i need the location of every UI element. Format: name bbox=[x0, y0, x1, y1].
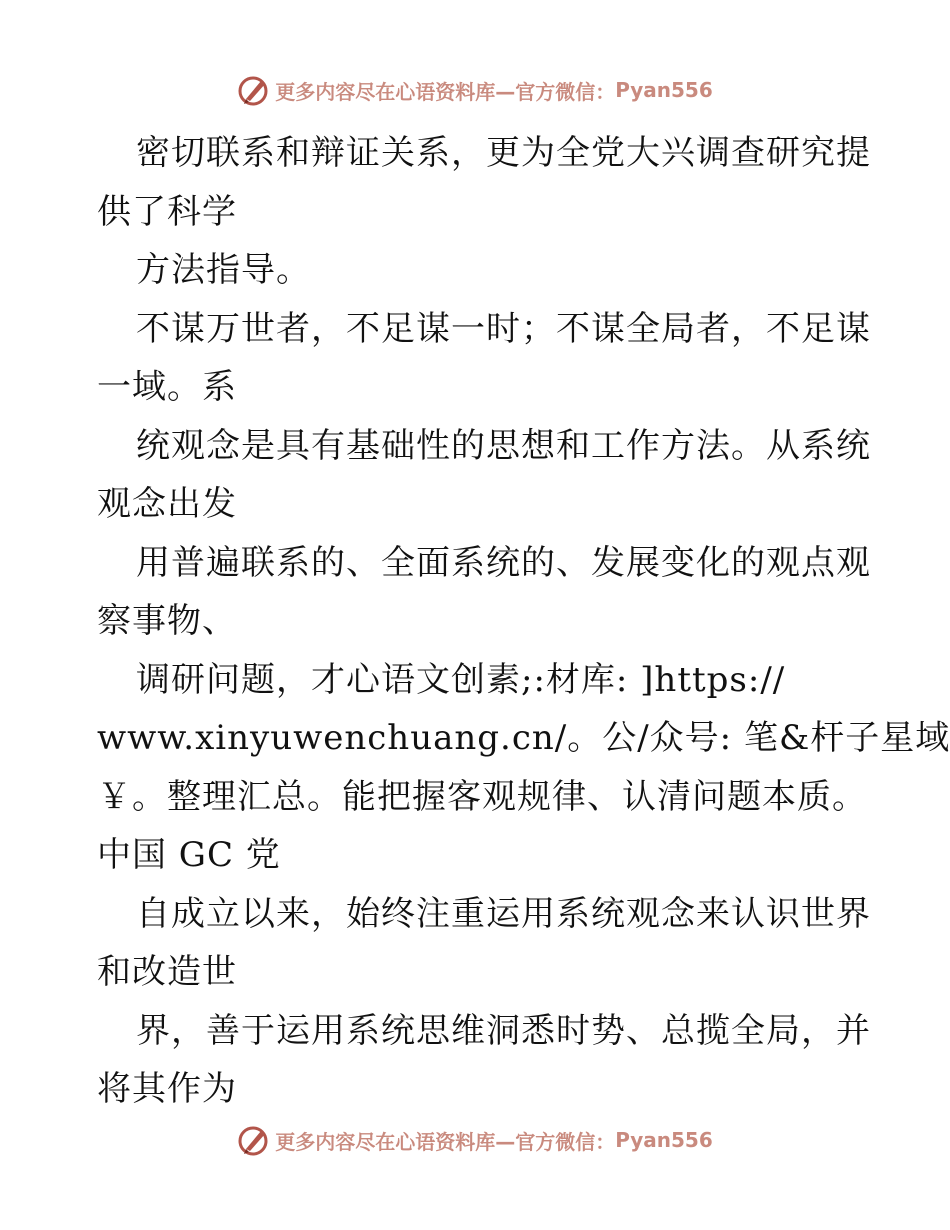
text-line: 观念出发 bbox=[97, 484, 237, 524]
footer-watermark-text: 更多内容尽在心语资料库—官方微信： bbox=[275, 1129, 616, 1154]
text-line: 统观念是具有基础性的思想和工作方法。从系统 bbox=[136, 425, 871, 466]
text-line: 供了科学 bbox=[97, 191, 237, 232]
text-line: 用普遍联系的、全面系统的、发展变化的观点观 bbox=[136, 542, 871, 583]
footer-watermark bbox=[0, 1120, 950, 1160]
header-watermark bbox=[0, 70, 950, 110]
text-line: 方法指导。 bbox=[136, 250, 311, 290]
text-line: 和改造世 bbox=[97, 952, 237, 992]
text-line: 不谋万世者，不足谋一时；不谋全局者，不足谋 bbox=[136, 308, 871, 349]
logo-pen-icon bbox=[237, 1123, 271, 1157]
footer-watermark-account: Pyan556 bbox=[615, 1128, 713, 1152]
text-line: 密切联系和辩证关系，更为全党大兴调查研究提 bbox=[136, 133, 871, 173]
text-line: 中国 GC 党 bbox=[97, 835, 281, 875]
text-line: 察事物、 bbox=[97, 601, 237, 641]
text-line: ￥。整理汇总。能把握客观规律、认清问题本质。 bbox=[97, 776, 867, 817]
text-line: 界，善于运用系统思维洞悉时势、总揽全局，并 bbox=[136, 1010, 871, 1051]
logo-pen-icon bbox=[237, 73, 271, 107]
text-line: 自成立以来，始终注重运用系统观念来认识世界 bbox=[136, 893, 871, 934]
header-watermark-account: Pyan556 bbox=[615, 78, 713, 102]
header-watermark-text: 更多内容尽在心语资料库—官方微信： bbox=[275, 79, 616, 104]
text-line: www.xinyuwenchuang.cn/。公/众号: 笔&杆子星域 bbox=[97, 718, 950, 758]
text-line: 将其作为 bbox=[97, 1069, 237, 1109]
text-line: 一域。系 bbox=[97, 367, 237, 407]
document-body bbox=[97, 124, 950, 1119]
text-line: 调研问题，才心语文创素;:材库: ]https:// bbox=[136, 659, 786, 700]
